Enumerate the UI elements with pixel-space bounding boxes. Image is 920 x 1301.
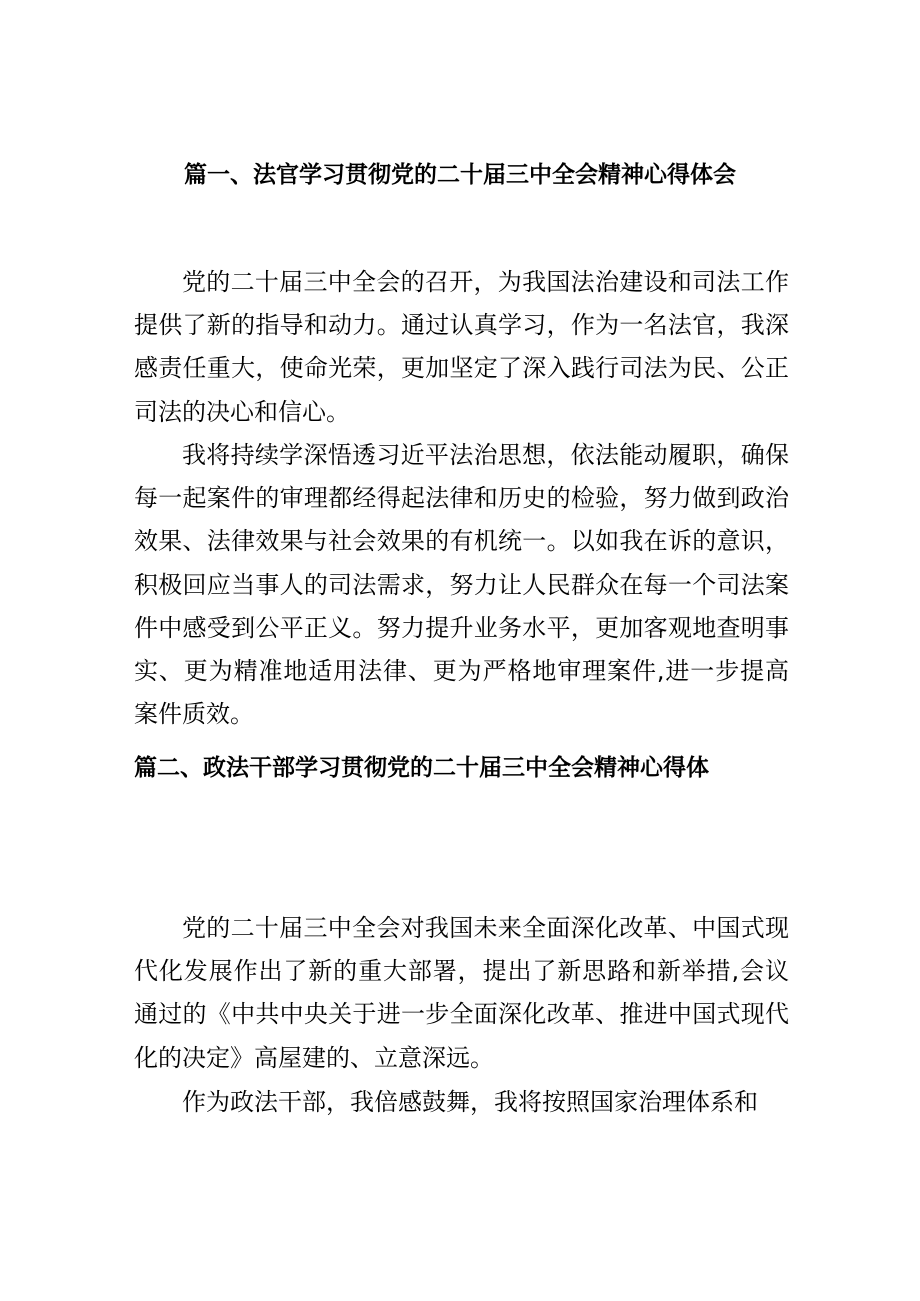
section-1-heading: 篇一、法官学习贯彻党的二十届三中全会精神心得体会	[184, 162, 736, 188]
section-1-paragraph-2: 我将持续学深悟透习近平法治思想，依法能动履职，确保每一起案件的审理都经得起法律和历史的检验，努力做到政治效果、法律效果与社会效果的有机统一。以如我在诉的意识，积极回应当事人的司法需求，努力让人民群众在每一个司法案件中感受到公平正义。努力提升业务水平，更加客观地查明事实、更为精准地适用法律、更为严格地审理案件,进一步提高案件质效。	[134, 441, 789, 729]
section-2-paragraph-1: 党的二十届三中全会对我国未来全面深化改革、中国式现代化发展作出了新的重大部署，提出了新思路和新举措,会议通过的《中共中央关于进一步全面深化改革、推进中国式现代化的决定》高屋建的、立意深远。	[134, 914, 789, 1072]
section-2-paragraph-2: 作为政法干部，我倍感鼓舞，我将按照国家治理体系和	[182, 1088, 758, 1116]
section-1-paragraph-1: 党的二十届三中全会的召开，为我国法治建设和司法工作提供了新的指导和动力。通过认真学习，作为一名法官，我深感责任重大，使命光荣，更加坚定了深入践行司法为民、公正司法的决心和信心。	[134, 268, 789, 426]
section-2-heading: 篇二、政法干部学习贯彻党的二十届三中全会精神心得体	[134, 755, 709, 781]
